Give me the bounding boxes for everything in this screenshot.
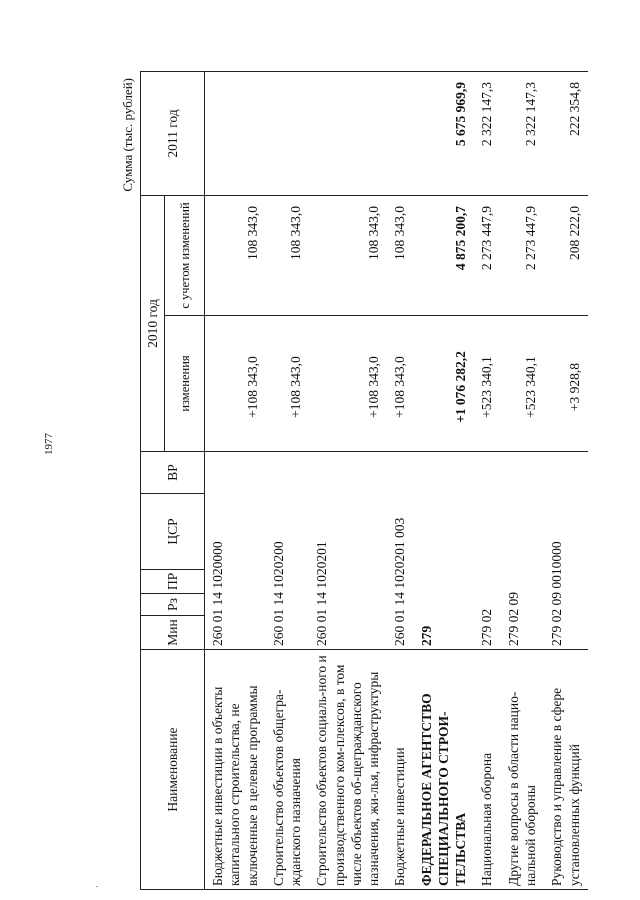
header-2011: 2011 год [141,72,205,196]
row-change: +108 343,0 [309,316,387,452]
budget-table [140,71,588,890]
header-vr: ВР [141,452,205,494]
header-name: Наименование [141,650,205,890]
row-codes: 260 01 14 1020200 [266,452,310,650]
row-name: ФЕДЕРАЛЬНОЕ АГЕНТСТВО СПЕЦИАЛЬНОГО СТРОИ-ТЕЛЬСТВА [414,650,475,890]
row-codes: 260 01 14 1020201 [309,452,387,650]
row-2011 [309,72,387,196]
row-codes: 279 [414,452,475,650]
header-with-changes: с учетом изменений [165,196,205,316]
table-header [141,72,205,890]
row-2011: 2 322 147,3 [474,72,500,196]
row-change: +108 343,0 [266,316,310,452]
header-min: Мин [141,616,205,650]
row-2011: 222 354,8 [544,72,588,196]
row-codes: 279 02 09 0010000 [544,452,588,650]
header-changes: изменения [165,316,205,452]
row-with-changes: 2 273 447,9 [474,196,500,316]
row-change: +523 340,1 [474,316,500,452]
table-row [266,72,310,890]
row-change: +1 076 282,2 [414,316,475,452]
row-codes: 260 01 14 1020000 [205,452,266,650]
row-name: Другие вопросы в области нацио-нальной обороны [501,650,545,890]
row-change: +3 928,8 [544,316,588,452]
row-2011: 5 675 969,9 [414,72,475,196]
table-row [414,72,475,890]
row-name: Бюджетные инвестиции в объекты капитального строительства, не включенные в целевые программы [205,650,266,890]
row-with-changes: 2 273 447,9 [501,196,545,316]
table-row [501,72,545,890]
row-2011 [205,72,266,196]
row-2011 [266,72,310,196]
row-name: Руководство и управление в сфере установленных функций [544,650,588,890]
table-row [474,72,500,890]
row-with-changes: 108 343,0 [309,196,387,316]
row-change: +108 343,0 [387,316,413,452]
row-with-changes: 4 875 200,7 [414,196,475,316]
row-name: Строительство объектов общегра-жданского назначения [266,650,310,890]
header-2010: 2010 год [141,196,165,452]
units-label: Сумма (тыс. рублей) [120,78,135,192]
table-row [309,72,387,890]
table-row [205,72,266,890]
row-with-changes: 108 343,0 [266,196,310,316]
row-codes: 260 01 14 1020201 003 [387,452,413,650]
row-2011 [387,72,413,196]
row-codes: 279 02 [474,452,500,650]
row-name: Бюджетные инвестиции [387,650,413,890]
row-with-changes: 108 343,0 [205,196,266,316]
table-row [387,72,413,890]
row-with-changes: 208 222,0 [544,196,588,316]
row-name: Национальная оборона [474,650,500,890]
budget-table-block [120,72,590,890]
row-name: Строительство объектов социаль-ного и производственного ком-плексов, в том числе объектов об-щегражданского назначения, жи-лья, инфраструктуры [309,650,387,890]
table-row [544,72,588,890]
header-rz: Рз [141,594,205,616]
row-change: +523 340,1 [501,316,545,452]
row-change: +108 343,0 [205,316,266,452]
row-2011: 2 322 147,3 [501,72,545,196]
row-codes: 279 02 09 [501,452,545,650]
page-number: 1977 [43,433,55,455]
header-csr: ЦСР [141,494,205,570]
corner-mark: . [96,880,98,889]
row-with-changes: 108 343,0 [387,196,413,316]
header-pr: ПР [141,570,205,594]
table-body [205,72,588,890]
